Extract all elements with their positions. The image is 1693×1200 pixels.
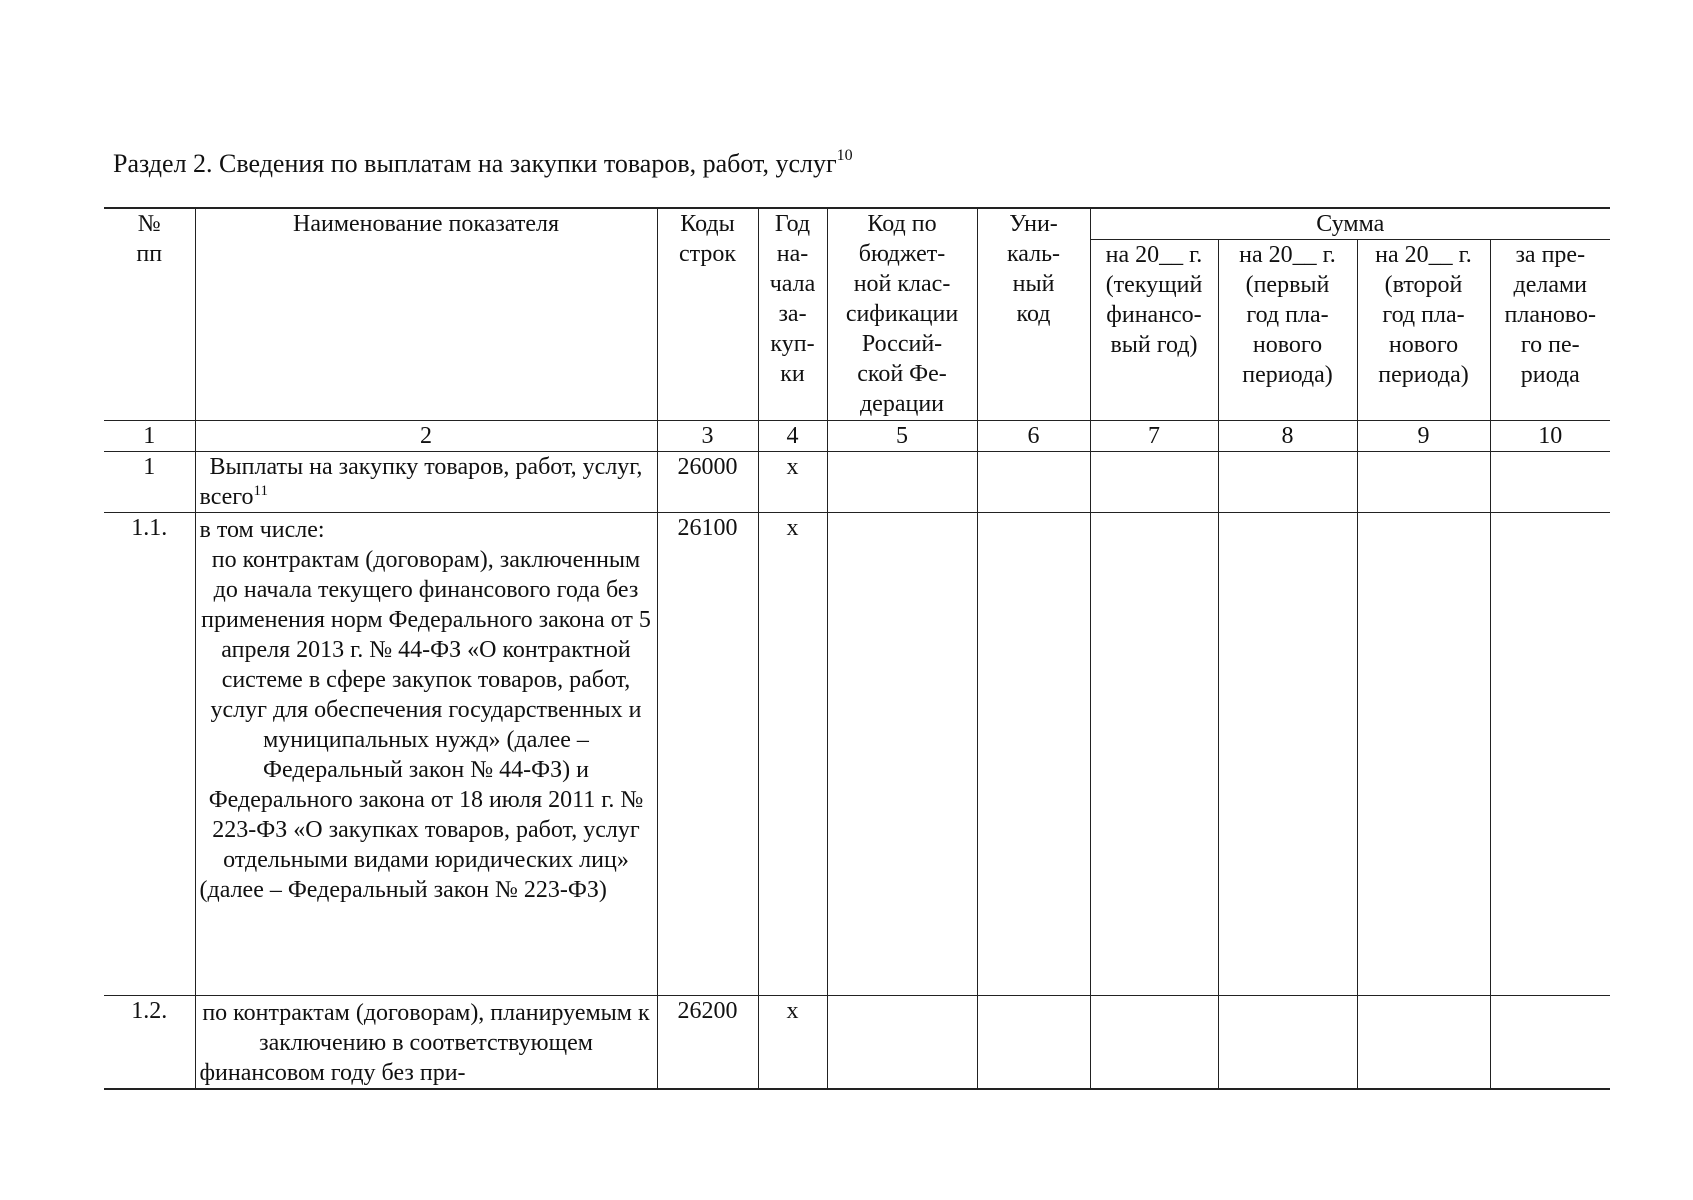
row-sum-cell[interactable] (1490, 513, 1610, 996)
row-sum-cell[interactable] (1357, 996, 1490, 1090)
header-sum-first-plan-year: на 20__ г. (первый год пла- нового периода) (1218, 240, 1357, 421)
row-sum-cell[interactable] (1357, 513, 1490, 996)
column-number: 3 (657, 421, 758, 452)
section-title-footnote: 10 (836, 147, 853, 164)
header-name: Наименование показателя (195, 208, 657, 421)
header-sum-beyond-plan: за пре- делами планово- го пе- риода (1490, 240, 1610, 421)
header-nn: № пп (104, 208, 195, 421)
row-name (195, 452, 657, 513)
row-sum-cell[interactable] (1218, 452, 1357, 513)
row-code: 26100 (657, 513, 758, 996)
row-unique-code-cell[interactable] (977, 996, 1090, 1090)
column-number: 10 (1490, 421, 1610, 452)
row-unique-code-cell[interactable] (977, 452, 1090, 513)
column-number: 2 (195, 421, 657, 452)
column-number: 6 (977, 421, 1090, 452)
header-kbk: Код по бюджет- ной клас- сификации Россий- ской Фе- дерации (827, 208, 977, 421)
header-sum-second-plan-year: на 20__ г. (второй год пла- нового периода) (1357, 240, 1490, 421)
row-number: 1.2. (104, 996, 195, 1090)
row-sum-cell[interactable] (1490, 996, 1610, 1090)
table-row (104, 513, 1610, 996)
row-sum-cell[interactable] (1090, 452, 1218, 513)
header-sum-current-year: на 20__ г. (текущий финансо- вый год) (1090, 240, 1218, 421)
row-sum-cell[interactable] (1218, 513, 1357, 996)
column-number: 1 (104, 421, 195, 452)
header-row (104, 208, 1610, 240)
row-code: 26200 (657, 996, 758, 1090)
row-name (195, 513, 657, 996)
row-number: 1 (104, 452, 195, 513)
row-sum-cell[interactable] (1490, 452, 1610, 513)
column-number: 8 (1218, 421, 1357, 452)
row-year: х (758, 996, 827, 1090)
row-name-footnote: 11 (253, 483, 268, 499)
section-title-text: Раздел 2. Сведения по выплатам на закупки товаров, работ, услуг (113, 149, 837, 178)
row-name (195, 996, 657, 1090)
header-year: Год на- чала за- куп- ки (758, 208, 827, 421)
header-codes: Коды строк (657, 208, 758, 421)
row-code: 26000 (657, 452, 758, 513)
row-name-text: по контрактам (договорам), заключенным до начала текущего финансового года без применения норм Федерального закона от 5 апреля 2013 г. № 44-ФЗ «О контрактной системе в сфере закупок товаров, работ, услуг для обеспечения государственных и муниципальных нужд» (далее – Федеральный закон № 44-ФЗ) и Федерального закона от 18 июля 2011 г. № 223-ФЗ «О закупках товаров, работ, услуг отдельными видами юридических лиц» (далее – Федеральный закон № 223-ФЗ) (199, 547, 651, 903)
section-title (113, 144, 853, 184)
header-unique-code: Уни- каль- ный код (977, 208, 1090, 421)
row-year: х (758, 452, 827, 513)
row-kbk-cell[interactable] (827, 452, 977, 513)
column-number: 7 (1090, 421, 1218, 452)
row-unique-code-cell[interactable] (977, 513, 1090, 996)
table-row (104, 452, 1610, 513)
column-number: 4 (758, 421, 827, 452)
row-sum-cell[interactable] (1357, 452, 1490, 513)
row-name-text: по контрактам (договорам), планируемым к заключению в соответствующем финансовом году без при- (199, 1000, 650, 1086)
row-sum-cell[interactable] (1218, 996, 1357, 1090)
row-sum-cell[interactable] (1090, 996, 1218, 1090)
row-year: х (758, 513, 827, 996)
row-sum-cell[interactable] (1090, 513, 1218, 996)
header-sum: Сумма (1090, 208, 1610, 240)
column-number: 9 (1357, 421, 1490, 452)
column-number: 5 (827, 421, 977, 452)
payments-table (104, 207, 1610, 1090)
row-name-text: Выплаты на закупку товаров, работ, услуг, всего (199, 454, 643, 510)
row-name-intro: в том числе: (199, 517, 325, 543)
row-kbk-cell[interactable] (827, 996, 977, 1090)
column-number-row (104, 421, 1610, 452)
table-row (104, 996, 1610, 1090)
row-number: 1.1. (104, 513, 195, 996)
row-kbk-cell[interactable] (827, 513, 977, 996)
